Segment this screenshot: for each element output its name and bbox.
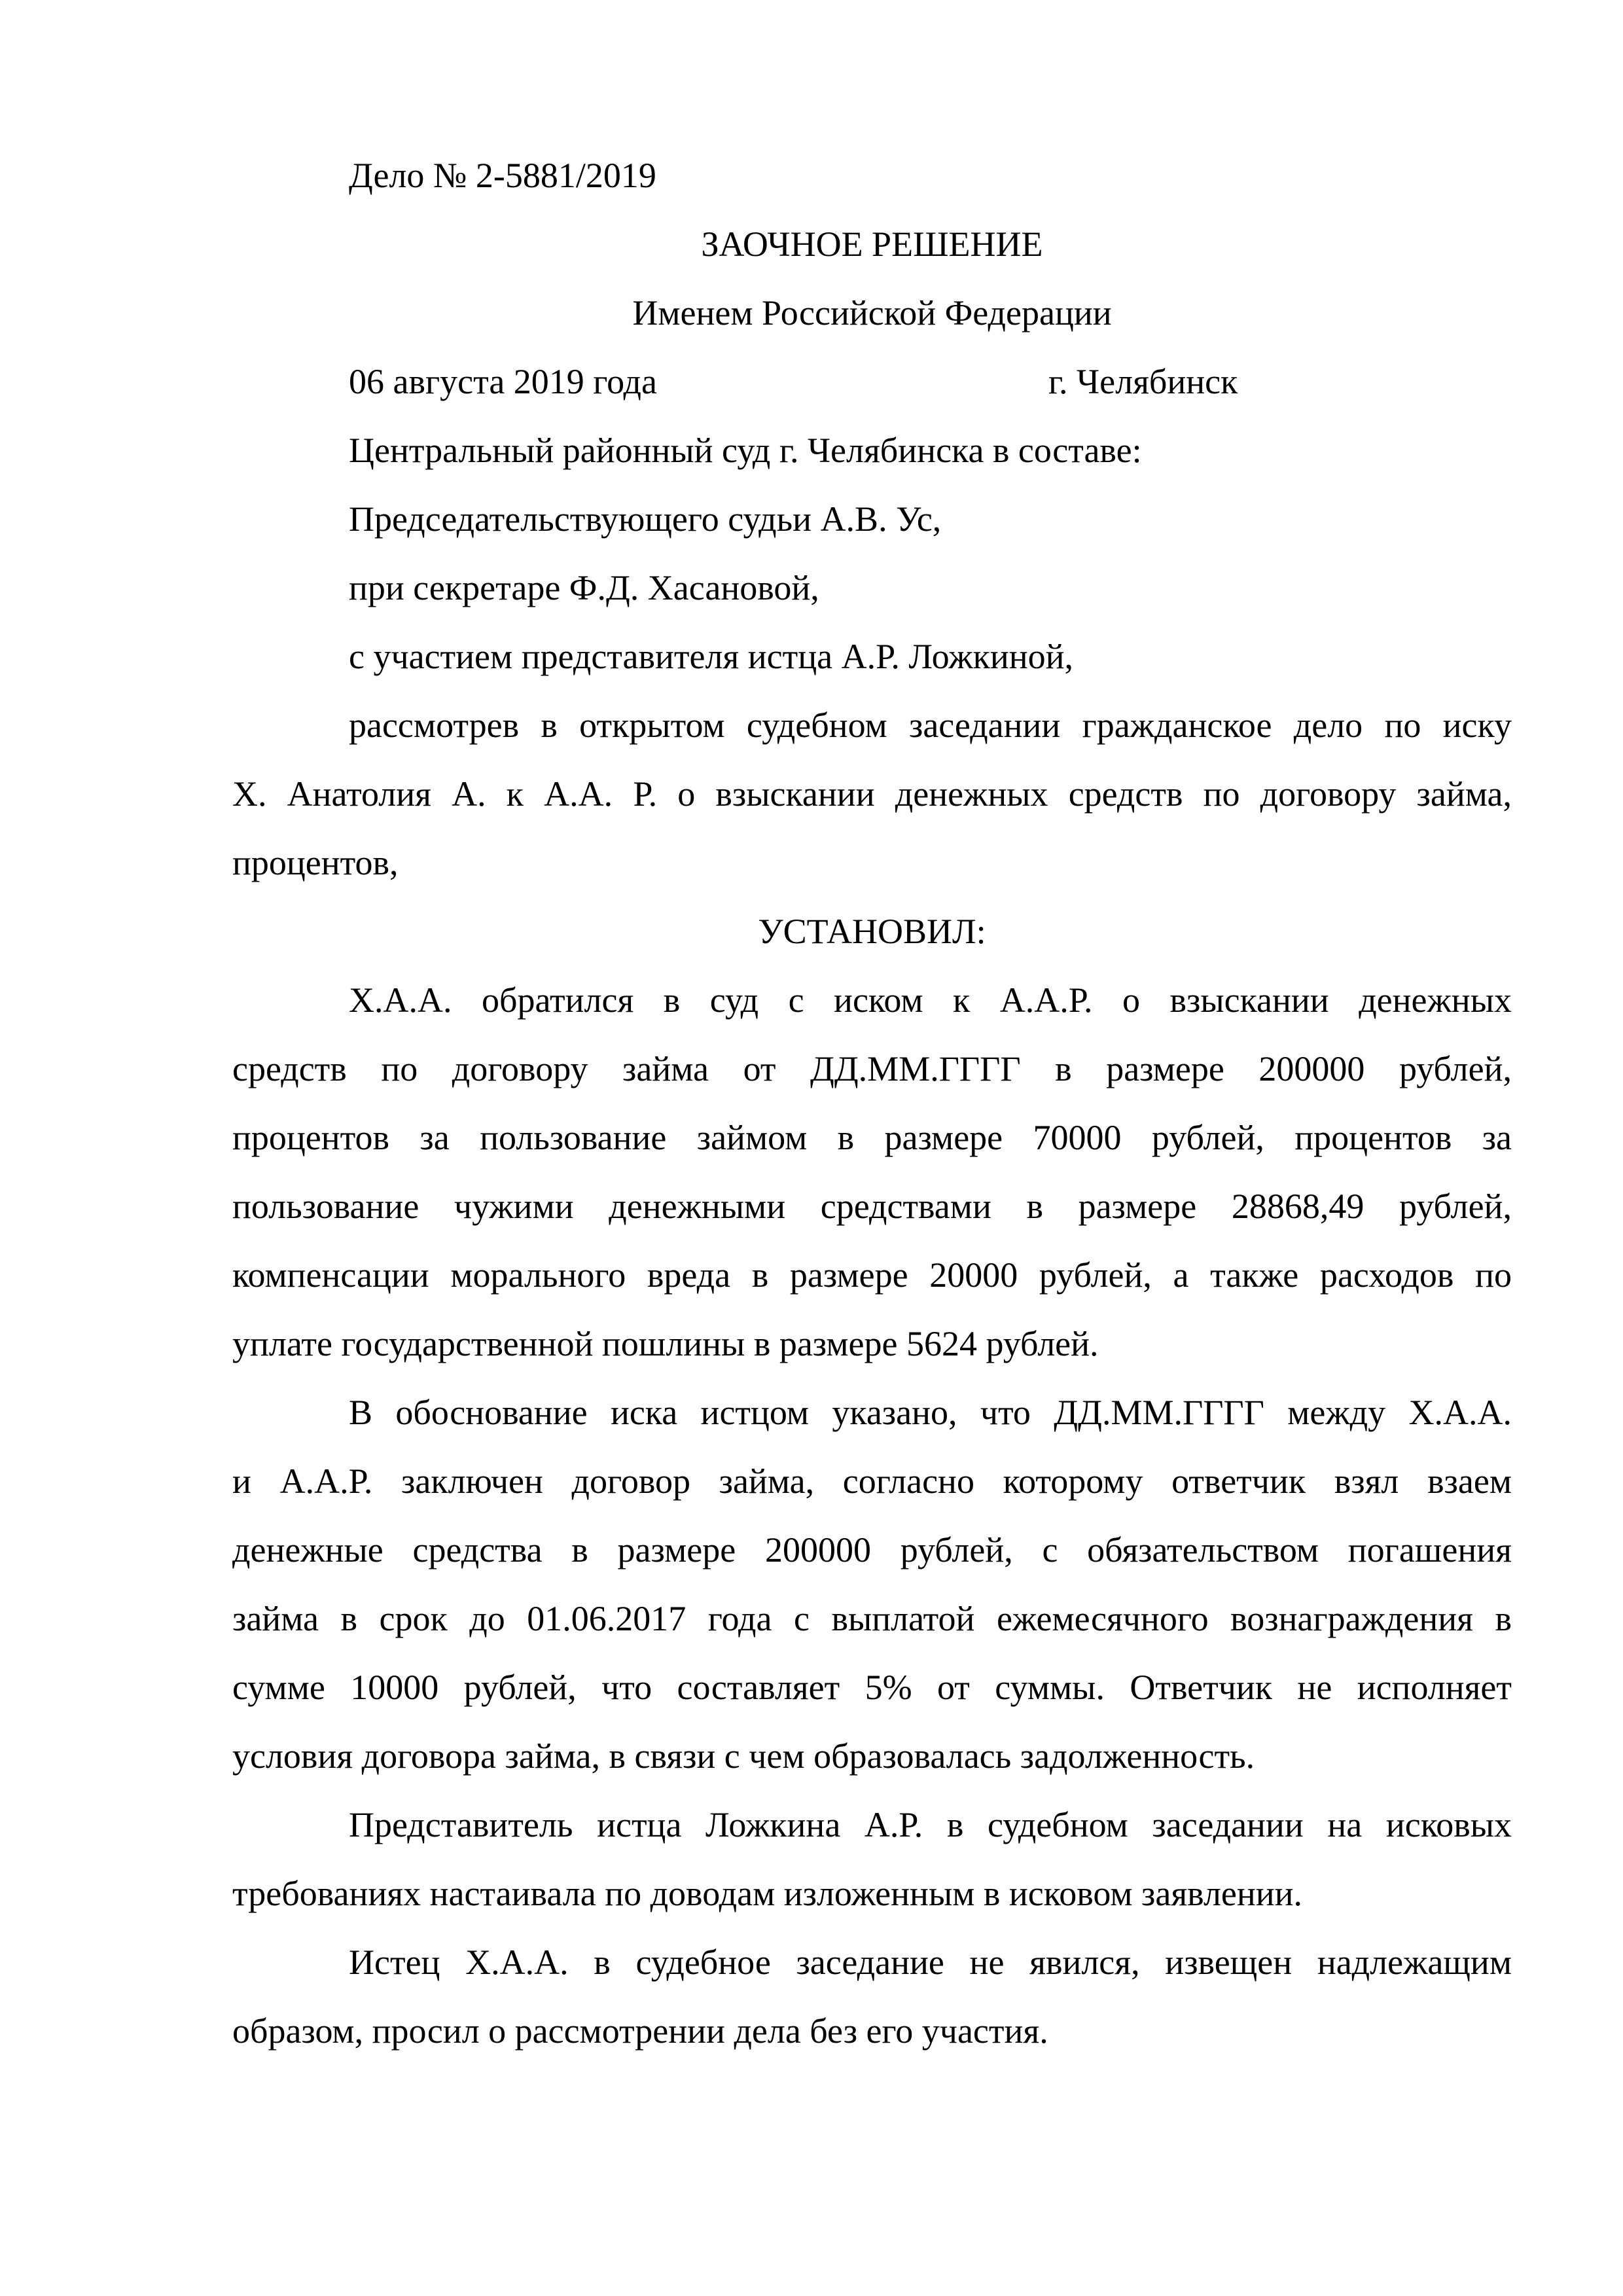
text-line: денежные средства в размере 200000 рублей, с обязательством погашения xyxy=(232,1530,1512,1570)
court-composition: Центральный районный суд г. Челябинска в составе: xyxy=(349,431,1142,470)
text-line: образом, просил о рассмотрении дела без его участия. xyxy=(232,2011,1048,2051)
dateline xyxy=(232,348,1512,416)
text-line: займа в срок до 01.06.2017 года с выплатой ежемесячного вознаграждения в xyxy=(232,1599,1512,1638)
established-heading: УСТАНОВИЛ: xyxy=(758,912,986,951)
plaintiff-representative: с участием представителя истца А.Р. Ложкиной, xyxy=(349,637,1074,676)
text-line: процентов за пользование займом в размере 70000 рублей, процентов за xyxy=(232,1118,1512,1157)
text-line: уплате государственной пошлины в размере 5624 рублей. xyxy=(232,1324,1099,1363)
decision-date: 06 августа 2019 года xyxy=(349,362,657,401)
text-line: Истец Х.А.А. в судебное заседание не явился, извещен надлежащим xyxy=(349,1943,1512,1982)
text-line: средств по договору займа от ДД.ММ.ГГГГ в размере 200000 рублей, xyxy=(232,1049,1512,1088)
text-line: В обоснование иска истцом указано, что ДД.ММ.ГГГГ между Х.А.А. xyxy=(349,1393,1512,1432)
text-line: условия договора займа, в связи с чем образовалась задолженность. xyxy=(232,1736,1255,1776)
text-line: требованиях настаивала по доводам изложенным в исковом заявлении. xyxy=(232,1874,1303,1913)
presiding-judge: Председательствующего судьи А.В. Ус, xyxy=(349,499,942,539)
secretary: при секретаре Ф.Д. Хасановой, xyxy=(349,568,819,607)
text-line: рассмотрев в открытом судебном заседании гражданское дело по иску xyxy=(349,706,1512,745)
text-line: пользование чужими денежными средствами в размере 28868,49 рублей, xyxy=(232,1187,1512,1226)
case-number: Дело № 2-5881/2019 xyxy=(349,156,656,195)
text-line: сумме 10000 рублей, что составляет 5% от суммы. Ответчик не исполняет xyxy=(232,1668,1512,1707)
decision-place: г. Челябинск xyxy=(1048,362,1238,401)
text-line: процентов, xyxy=(232,843,399,882)
document-subtitle: Именем Российской Федерации xyxy=(632,293,1112,332)
text-line: и А.А.Р. заключен договор займа, согласно которому ответчик взял взаем xyxy=(232,1462,1512,1501)
document-title: ЗАОЧНОЕ РЕШЕНИЕ xyxy=(701,224,1043,264)
text-line: компенсации морального вреда в размере 20000 рублей, а также расходов по xyxy=(232,1255,1512,1295)
text-line: Х. Анатолия А. к А.А. Р. о взыскании денежных средств по договору займа, xyxy=(232,774,1512,814)
text-line: Представитель истца Ложкина А.Р. в судебном заседании на исковых xyxy=(349,1805,1512,1844)
text-line: Х.А.А. обратился в суд с иском к А.А.Р. о взыскании денежных xyxy=(349,980,1512,1020)
